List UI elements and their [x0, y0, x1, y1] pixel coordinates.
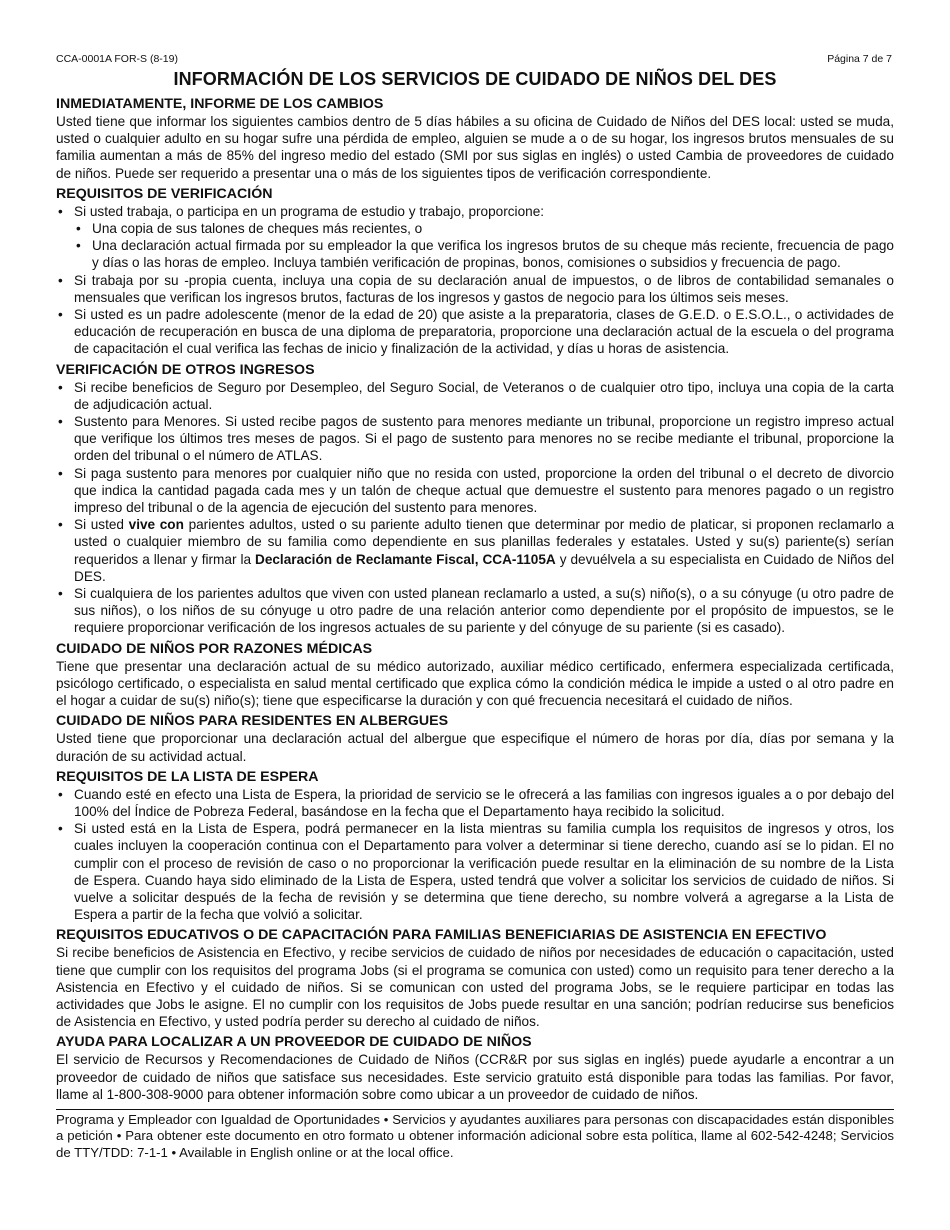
- list-item: • Si recibe beneficios de Seguro por Desempleo, del Seguro Social, de Veteranos o de cualquier otro tipo, incluya una copia de la carta de adjudicación actual.: [56, 379, 894, 413]
- section-heading: CUIDADO DE NIÑOS POR RAZONES MÉDICAS: [56, 640, 373, 657]
- list-item: • Si usted está en la Lista de Espera, podrá permanecer en la lista mientras su familia cumpla los requisitos de ingresos y otros, los cuales incluyen la cooperación continua con el Departamento para volver a determinar si tiene derecho, cuando así se lo pidan. El no cumplir con el proceso de revisión de caso o no proporcionar la verificación puede resultar en la eliminación de su nombre de la Lista de Espera. Cuando haya sido eliminado de la Lista de Espera, usted tendrá que volver a solicitar los servicios de cuidado de niños. Si vuelve a solicitar después de la fecha de revisión y se determina que tiene derecho, su nombre volverá a agregarse a la Lista de Espera a partir de la fecha que volvió a solicitar.: [56, 820, 894, 923]
- section-provider-help: [56, 1034, 894, 1103]
- bold-phrase: vive con: [128, 517, 184, 533]
- bullet-list: [56, 379, 894, 637]
- sub-list-item: • Una declaración actual firmada por su empleador la que verifica los ingresos brutos de su cheque más reciente, frecuencia de pago y días o las horas de empleo. Incluya también verificación de propinas, bonos, comisiones o subsidios y frecuencia de pago.: [74, 237, 894, 271]
- sub-list-item: • Una copia de sus talones de cheques más recientes, o: [74, 220, 894, 237]
- section-medical-reasons: [56, 641, 894, 710]
- section-heading: REQUISITOS DE VERIFICACIÓN: [56, 185, 273, 202]
- sub-bullet-list: [74, 220, 894, 272]
- section-other-income: [56, 362, 894, 637]
- section-shelter-residents: [56, 713, 894, 764]
- page-header: [56, 53, 892, 66]
- form-id: CCA-0001A FOR-S (8-19): [56, 53, 178, 65]
- section-heading: AYUDA PARA LOCALIZAR A UN PROVEEDOR DE CUIDADO DE NIÑOS: [56, 1034, 532, 1051]
- list-item: • Si cualquiera de los parientes adultos que viven con usted planean reclamarlo a usted, a su(s) niño(s), o a su cónyuge (u otro padre de sus niños), o los niños de su cónyuge u otro padre de una relación anterior como dependiente por el propósito de impuestos, se le requiere proporcionar verificación de los ingresos actuales de su pariente y del cónyuge de su pariente (si es casado).: [56, 585, 894, 637]
- list-item: [56, 516, 894, 585]
- list-item: [56, 203, 894, 272]
- section-heading: CUIDADO DE NIÑOS PARA RESIDENTES EN ALBERGUES: [56, 713, 449, 730]
- section-verification-requirements: [56, 186, 894, 358]
- document-title: INFORMACIÓN DE LOS SERVICIOS DE CUIDADO DE NIÑOS DEL DES: [173, 69, 777, 89]
- section-heading: REQUISITOS DE LA LISTA DE ESPERA: [56, 768, 319, 785]
- section-heading: REQUISITOS EDUCATIVOS O DE CAPACITACIÓN PARA FAMILIAS BENEFICIARIAS DE ASISTENCIA EN EFECTIVO: [56, 927, 827, 944]
- section-heading: INMEDIATAMENTE, INFORME DE LOS CAMBIOS: [56, 96, 384, 112]
- bullet-list: [56, 203, 894, 358]
- list-item-text: parientes adultos, usted o su pariente adulto tienen que determinar por medio de platicar, si proponen reclamarlo a usted o cualquier miembro de su familia como dependiente en sus planillas federales y estatales. Usted y su(s) pariente(s) serían requeridos a llenar y firmar la: [74, 517, 895, 567]
- list-item: • Cuando esté en efecto una Lista de Espera, la prioridad de servicio se le ofrecerá a las familias con ingresos iguales a o por debajo del 100% del Índice de Pobreza Federal, basándose en la fecha que el Departamento haya recibido la solicitud.: [56, 786, 894, 820]
- section-text: Si recibe beneficios de Asistencia en Efectivo, y recibe servicios de cuidado de niños por necesidades de educación o capacitación, usted tiene que cumplir con los requisitos del programa Jobs (si el programa se comunica con usted) como un requisito para tener derecho a la Asistencia en Efectivo y el cuidado de niños. Si se comunican con usted del programa Jobs, se le requiere participar en todas las actividades que Jobs le asigne. El no cumplir con los requisitos de Jobs puede resultar en una sanción; podrían reducirse sus beneficios de Asistencia en Efectivo, y usted podría perder su derecho al cuidado de niños.: [56, 945, 894, 1030]
- section-education-training: [56, 927, 894, 1030]
- list-item-text: Si usted trabaja, o participa en un programa de estudio y trabajo, proporcione:: [74, 203, 545, 219]
- section-text: El servicio de Recursos y Recomendaciones de Cuidado de Niños (CCR&R por sus siglas en inglés) puede ayudarle a encontrar a un proveedor de cuidado de niños que satisface sus necesidades. Este servicio gratuito está disponible para todas las familias. Por favor, llame al 1-800-308-9000 para obtener información sobre como ubicar a un proveedor de cuidado de niños.: [56, 1052, 894, 1102]
- list-item: • Si usted es un padre adolescente (menor de la edad de 20) que asiste a la preparatoria, clases de G.E.D. o E.S.O.L., o actividades de educación de recuperación en busca de una diploma de preparatoria, proporcione una declaración actual de la escuela o del programa de capacitación el cual verifica las fechas de inicio y finalización de la actividad, y días u horas de asistencia.: [56, 306, 894, 358]
- form-reference: Declaración de Reclamante Fiscal, CCA-1105A: [255, 551, 556, 567]
- section-text: Usted tiene que informar los siguientes cambios dentro de 5 días hábiles a su oficina de Cuidado de Niños del DES local: usted se muda, usted o cualquier adulto en su hogar sufre una pérdida de empleo, alguien se mude a o de su hogar, los ingresos brutos mensuales de su familia aumentan a más de 85% del ingreso medio del estado (SMI por sus siglas en inglés) o usted Cambia de proveedores de cuidado de niños. Puede ser requerido a presentar una o más de los siguientes tipos de verificación correspondiente.: [56, 114, 894, 181]
- section-heading: VERIFICACIÓN DE OTROS INGRESOS: [56, 361, 315, 378]
- list-item: • Sustento para Menores. Si usted recibe pagos de sustento para menores mediante un tribunal, proporcione un registro impreso actual que verifique los últimos tres meses de pagos. Si el pago de sustento para menores no se recibe mediante el tribunal, proporcione la orden del tribunal o el número de ATLAS.: [56, 413, 894, 465]
- bullet-list: [56, 786, 894, 924]
- list-item: • Si paga sustento para menores por cualquier niño que no resida con usted, proporcione la orden del tribunal o el decreto de divorcio que indica la cantidad pagada cada mes y un talón de cheque actual que demuestre el sustento para menores pagado o un registro impreso del tribunal o de la agencia de ejecución del sustento para menores.: [56, 465, 894, 517]
- footer-notice: Programa y Empleador con Igualdad de Oportunidades • Servicios y ayudantes auxiliares para personas con discapacidades están disponibles a petición • Para obtener este documento en otro formato u obtener información adicional sobre esta política, llame al 602-542-4248; Servicios de TTY/TDD: 7-1-1 • Available in English online or at the local office.: [56, 1109, 894, 1161]
- section-text: Usted tiene que proporcionar una declaración actual del albergue que especifique el número de horas por día, días por semana y la duración de su actividad actual.: [56, 731, 894, 764]
- section-report-changes: [56, 96, 894, 182]
- list-item-text: Si usted: [74, 517, 129, 533]
- list-item-text: y devuélvela a su especialista en Cuidado de Niños del DES.: [74, 551, 895, 584]
- section-waiting-list: [56, 769, 894, 924]
- list-item: • Si trabaja por su -propia cuenta, incluya una copia de su declaración anual de impuestos, o de libros de contabilidad semanales o mensuales que verifican los ingresos brutos, facturas de los ingresos y gastos de negocio para los últimos seis meses.: [56, 272, 894, 306]
- page-number: Página 7 de 7: [827, 53, 892, 65]
- section-text: Tiene que presentar una declaración actual de su médico autorizado, auxiliar médico certificado, enfermera especializada certificada, psicólogo certificado, o especialista en salud mental certificado que explica cómo la condición médica le impide a usted o al otro padre en el hogar a cuidar de su(s) niño(s); tiene que especificarse la duración y con qué frecuencia necesitará el cuidado de niños.: [56, 658, 894, 709]
